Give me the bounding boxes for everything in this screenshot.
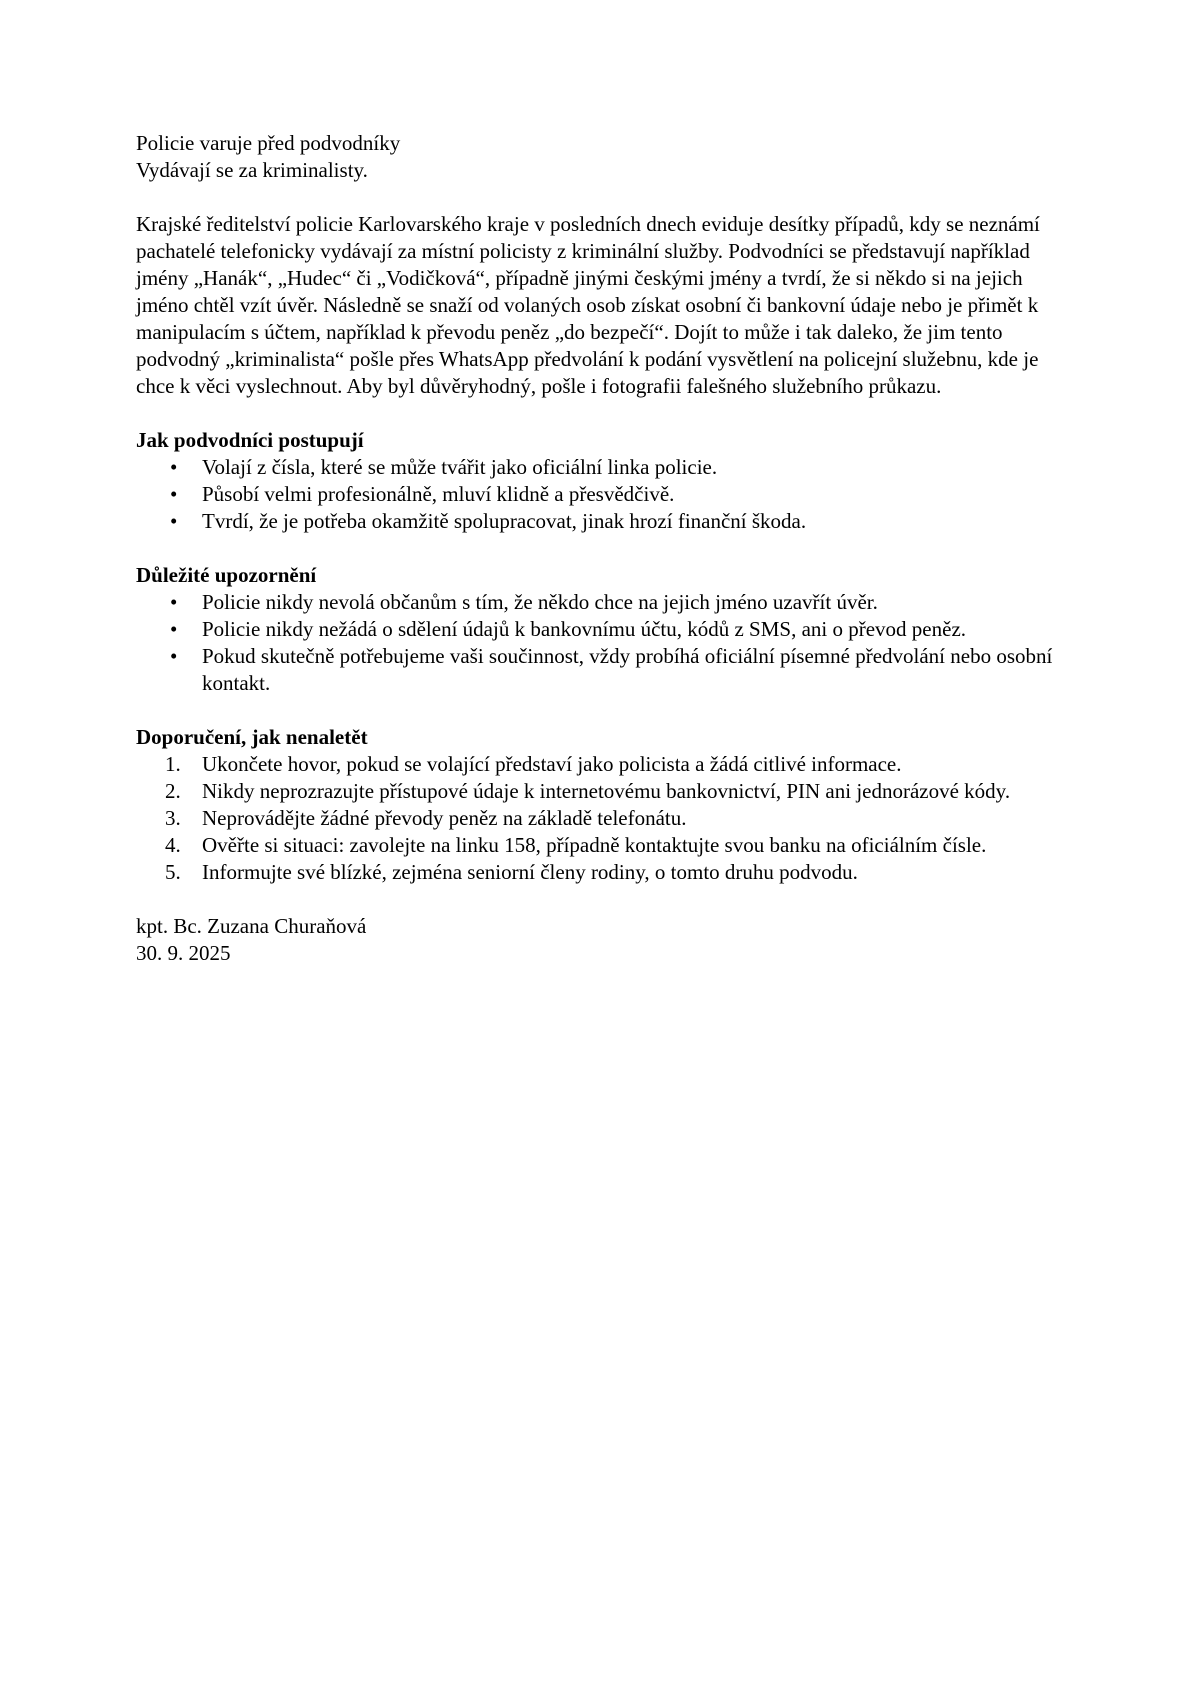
list-item: • Policie nikdy nevolá občanům s tím, že někdo chce na jejich jméno uzavřít úvěr. <box>202 589 1057 616</box>
list-item: • Působí velmi profesionálně, mluví klidně a přesvědčivě. <box>202 481 1057 508</box>
intro-paragraph: Krajské ředitelství policie Karlovarského kraje v posledních dnech eviduje desítky případů, kdy se neznámí pachatelé telefonicky vydávají za místní policisty z kriminální služby. Podvodníci se představují například jmény „Hanák“, „Hudec“ či „Vodičková“, případně jinými českými jmény a tvrdí, že si někdo si na jejich jméno chtěl vzít úvěr. Následně se snaží od volaných osob získat osobní či bankovní údaje nebo je přimět k manipulacím s účtem, například k převodu peněz „do bezpečí“. Dojít to může i tak daleko, že jim tento podvodný „kriminalista“ pošle přes WhatsApp předvolání k podání vysvětlení na policejní služebnu, kde je chce k věci vyslechnout. Aby byl důvěryhodný, pošle i fotografii falešného služebního průkazu. <box>136 212 1040 398</box>
signature-date: 30. 9. 2025 <box>136 941 231 965</box>
list-item: • Volají z čísla, které se může tvářit jako oficiální linka policie. <box>202 454 1057 481</box>
numbered-list-doporuceni <box>136 751 1057 886</box>
bullet-list-upozorneni <box>136 589 1057 697</box>
signature-name: kpt. Bc. Zuzana Churaňová <box>136 914 367 938</box>
section-heading-postup: Jak podvodníci postupují <box>136 428 364 452</box>
section-heading-doporuceni: Doporučení, jak nenaletět <box>136 725 368 749</box>
list-item: Neprovádějte žádné převody peněz na základě telefonátu. <box>202 806 687 830</box>
list-item: Informujte své blízké, zejména seniorní členy rodiny, o tomto druhu podvodu. <box>202 860 858 884</box>
section-heading-upozorneni: Důležité upozornění <box>136 563 317 587</box>
list-item: Nikdy neprozrazujte přístupové údaje k internetovému bankovnictví, PIN ani jednorázové kódy. <box>202 779 1011 803</box>
document-title: Policie varuje před podvodníky <box>136 131 401 155</box>
list-item: Ověřte si situaci: zavolejte na linku 158, případně kontaktujte svou banku na oficiálním čísle. <box>202 833 987 857</box>
list-item: • Pokud skutečně potřebujeme vaši součinnost, vždy probíhá oficiální písemné předvolání nebo osobní kontakt. <box>202 643 1057 697</box>
list-item: Ukončete hovor, pokud se volající představí jako policista a žádá citlivé informace. <box>202 752 902 776</box>
document-subtitle: Vydávají se za kriminalisty. <box>136 158 368 182</box>
bullet-list-postup <box>136 454 1057 535</box>
list-item: • Policie nikdy nežádá o sdělení údajů k bankovnímu účtu, kódů z SMS, ani o převod peněz. <box>202 616 1057 643</box>
list-item: • Tvrdí, že je potřeba okamžitě spolupracovat, jinak hrozí finanční škoda. <box>202 508 1057 535</box>
